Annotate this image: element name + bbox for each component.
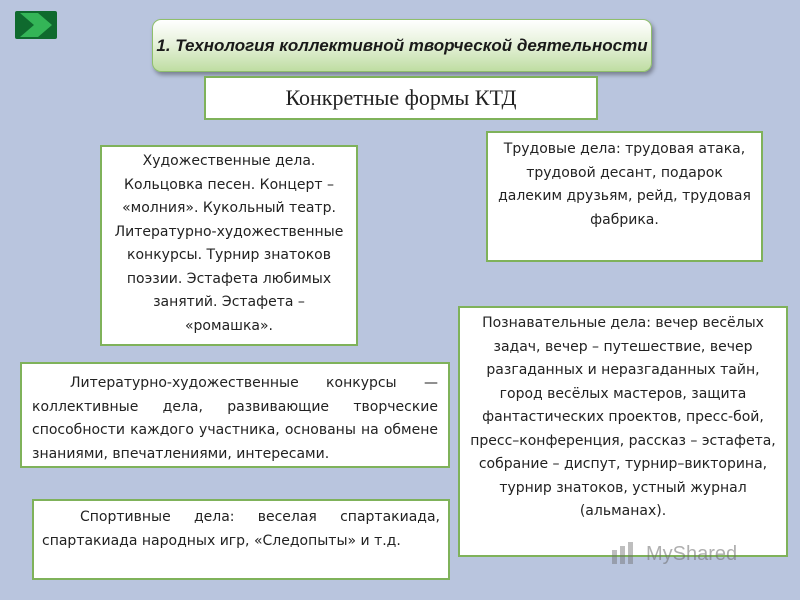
slide-title: 1. Технология коллективной творческой деятельности [152,19,652,72]
myshared-logo-icon [610,542,640,566]
art-activities-card: Художественные дела. Кольцовка песен. Концерт – «молния». Кукольный театр. Литературно-художественные конкурсы. Турнир знатоков поэзии. Эстафета любимых занятий. Эстафета – «ромашка». [100,145,358,346]
watermark-text: MyShared [646,542,738,565]
sport-activities-card: Спортивные дела: веселая спартакиада, спартакиада народных игр, «Следопыты» и т.д. [32,499,450,580]
labor-activities-card: Трудовые дела: трудовая атака, трудовой десант, подарок далеким друзьям, рейд, трудовая фабрика. [486,131,763,262]
arrow-right-icon [14,10,58,40]
slide-subtitle: Конкретные формы КТД [204,76,598,120]
literary-contests-card: Литературно-художественные конкурсы — коллективные дела, развивающие творческие способности каждого участника, основаны на обмене знаниями, впечатлениями, интересами. [20,362,450,468]
watermark [610,542,737,566]
next-arrow-button[interactable] [14,10,58,40]
cognitive-activities-card: Познавательные дела: вечер весёлых задач, вечер – путешествие, вечер разгаданных и неразгаданных тайн, город весёлых мастеров, защита фантастических проектов, пресс-бой, пресс–конференция, рассказ – эстафета, собрание – диспут, турнир–викторина, турнир знатоков, устный журнал (альманах). [458,306,788,557]
